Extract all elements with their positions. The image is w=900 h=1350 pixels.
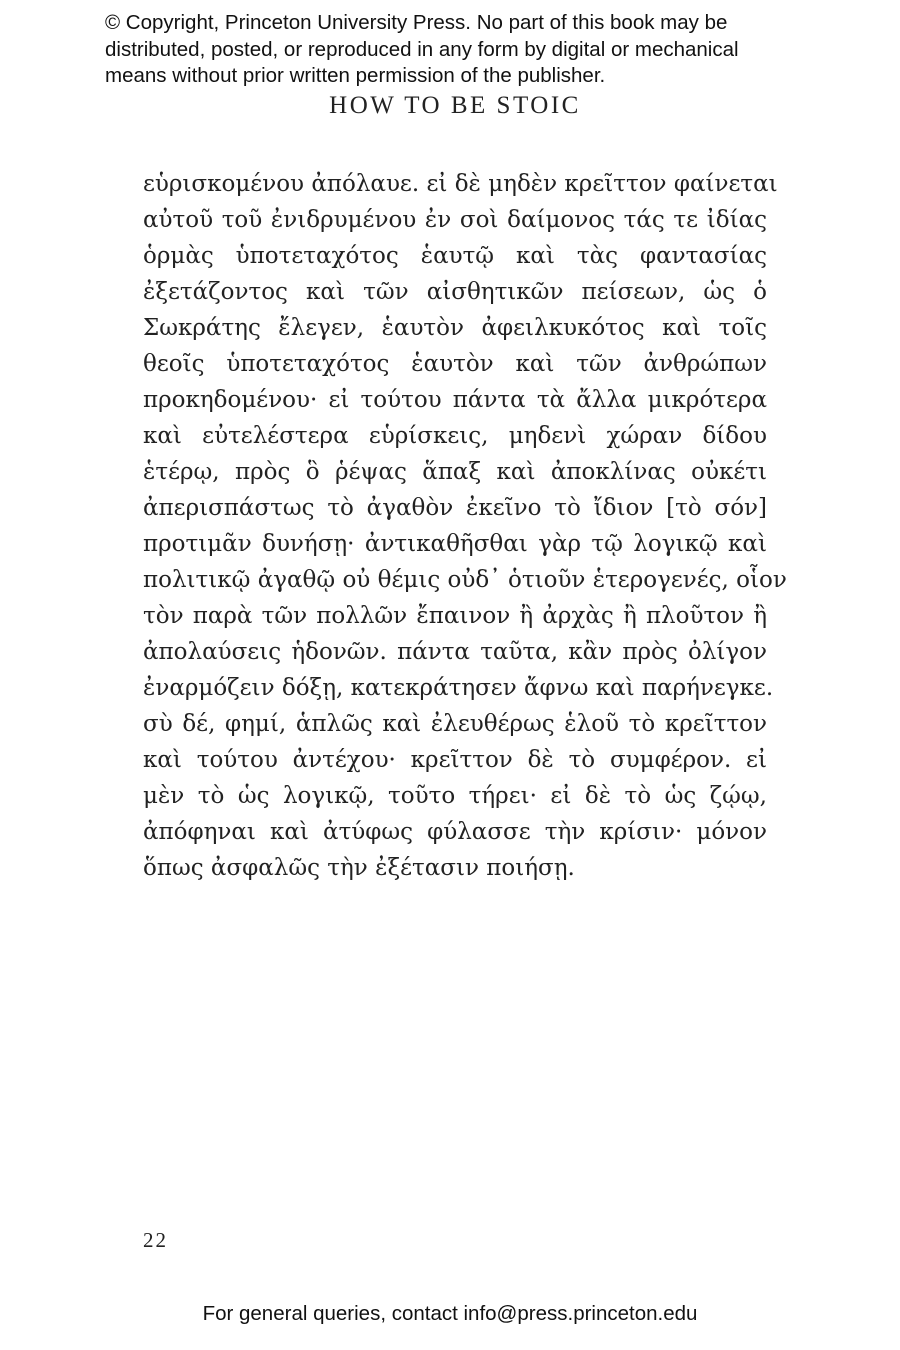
running-head: HOW TO BE STOIC <box>329 92 581 119</box>
footer-contact: For general queries, contact info@press.princeton.edu <box>202 1302 698 1325</box>
text-line: τὸν παρὰ τῶν πολλῶν ἔπαινον ἢ ἀρχὰς ἢ πλοῦτον ἢ <box>143 603 767 629</box>
text-line: ἐξετάζοντος καὶ τῶν αἰσθητικῶν πείσεων, ὡς ὁ <box>143 279 767 305</box>
text-line: θεοῖς ὑποτεταχότος ἑαυτὸν καὶ τῶν ἀνθρώπων <box>143 351 767 377</box>
text-line: πολιτικῷ ἀγαθῷ οὐ θέμις οὐδ᾽ ὁτιοῦν ἑτερογενές, οἷον <box>143 567 787 593</box>
copyright-line: © Copyright, Princeton University Press. No part of this book may be <box>105 11 728 34</box>
text-line: σὺ δέ, φημί, ἁπλῶς καὶ ἐλευθέρως ἑλοῦ τὸ κρεῖττον <box>143 711 767 737</box>
text-line: προκηδομένου· εἰ τούτου πάντα τὰ ἄλλα μικρότερα <box>143 387 767 413</box>
text-line: ἑτέρῳ, πρὸς ὃ ῥέψας ἅπαξ καὶ ἀποκλίνας οὐκέτι <box>143 459 767 485</box>
text-line: προτιμᾶν δυνήσῃ· ἀντικαθῆσθαι γὰρ τῷ λογικῷ καὶ <box>143 531 767 557</box>
text-line: Σωκράτης ἔλεγεν, ἑαυτὸν ἀφειλκυκότος καὶ τοῖς <box>143 315 767 341</box>
text-line: ἀπόφηναι καὶ ἀτύφως φύλασσε τὴν κρίσιν· μόνον <box>143 819 767 845</box>
text-line-final: ὅπως ἀσφαλῶς τὴν ἐξέτασιν ποιήσῃ. <box>143 855 575 881</box>
text-line: ἐναρμόζειν δόξῃ, κατεκράτησεν ἄφνω καὶ παρήνεγκε. <box>143 675 774 701</box>
text-line: ἀπολαύσεις ἡδονῶν. πάντα ταῦτα, κἂν πρὸς ὀλίγον <box>143 639 767 665</box>
text-line: καὶ εὐτελέστερα εὑρίσκεις, μηδενὶ χώραν δίδου <box>143 423 767 449</box>
greek-text-block <box>143 166 787 886</box>
text-line: ἀπερισπάστως τὸ ἀγαθὸν ἐκεῖνο τὸ ἴδιον [τὸ σόν] <box>143 495 767 521</box>
copyright-notice <box>105 10 825 90</box>
text-line: καὶ τούτου ἀντέχου· κρεῖττον δὲ τὸ συμφέρον. εἰ <box>143 747 767 773</box>
copyright-line: means without prior written permission of the publisher. <box>105 64 606 87</box>
text-line: ὁρμὰς ὑποτεταχότος ἑαυτῷ καὶ τὰς φαντασίας <box>143 243 767 269</box>
text-line: εὑρισκομένου ἀπόλαυε. εἰ δὲ μηδὲν κρεῖττον φαίνεται <box>143 171 778 197</box>
text-line: αὐτοῦ τοῦ ἐνιδρυμένου ἐν σοὶ δαίμονος τάς τε ἰδίας <box>143 207 767 233</box>
text-line: μὲν τὸ ὡς λογικῷ, τοῦτο τήρει· εἰ δὲ τὸ ὡς ζῴῳ, <box>143 783 767 809</box>
page-number: 22 <box>143 1228 168 1252</box>
copyright-line: distributed, posted, or reproduced in any form by digital or mechanical <box>105 37 739 61</box>
